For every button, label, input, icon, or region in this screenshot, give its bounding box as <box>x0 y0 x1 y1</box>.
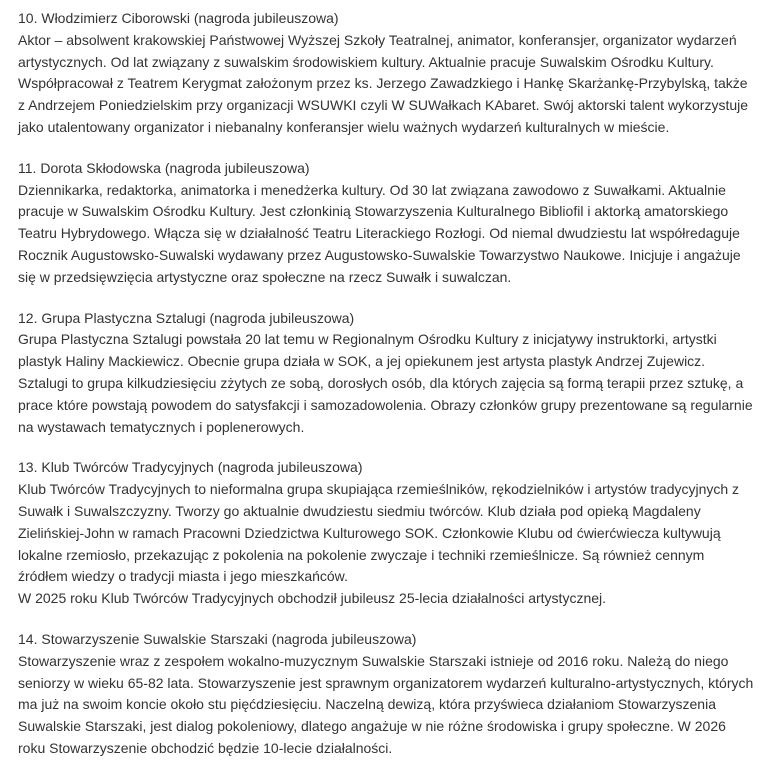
entry-title: Klub Twórców Tradycyjnych (nagroda jubileuszowa) <box>41 459 363 476</box>
text-line: prace które powstają powodem do satysfakcji i samozadowolenia. Obrazy członków grupy prezentowane są regularnie <box>18 396 753 413</box>
text-line: roku Stowarzyszenie obchodzić będzie 10-lecie działalności. <box>18 739 393 756</box>
text-line: Teatru Hybrydowego. Włącza się w działalność Teatru Literackiego Rozłogi. Od niemal dwudziestu lat współredaguje <box>18 225 740 242</box>
entry-number: 10. <box>18 10 38 26</box>
text-line: Klub Twórców Tradycyjnych to nieformalna grupa skupiająca rzemieślników, rękodzielników i artystów tradycyjnych z <box>18 481 740 498</box>
entry-number: 12. <box>18 309 38 326</box>
entry-description <box>18 329 757 438</box>
entry-description <box>18 180 757 289</box>
entry-heading <box>18 457 757 479</box>
entry-number: 13. <box>18 459 38 476</box>
text-line: W 2025 roku Klub Twórców Tradycyjnych obchodził jubileusz 25-lecia działalności artystycznej. <box>18 590 607 607</box>
text-line: Zielińskiej-John w ramach Pracowni Dziedzictwa Kulturowego SOK. Członkowie Klubu od ćwierćwiecza kultywują <box>18 524 721 541</box>
text-line: Grupa Plastyczna Sztalugi powstała 20 lat temu w Regionalnym Ośrodku Kultury z inicjatywy instruktorki, artystki <box>18 331 717 348</box>
entry-14 <box>18 629 757 760</box>
text-line: pracuje w Suwalskim Ośrodku Kultury. Jest członkinią Stowarzyszenia Kulturalnego Bibliofil i aktorką amatorskiego <box>18 203 729 220</box>
text-line: Dziennikarka, redaktorka, animatorka i menedżerka kultury. Od 30 lat związana zawodowo z Suwałkami. Aktualnie <box>18 181 726 198</box>
entry-13 <box>18 457 757 610</box>
entry-number: 14. <box>18 630 38 647</box>
entry-heading <box>18 8 757 30</box>
entry-description <box>18 651 757 760</box>
entry-heading <box>18 629 757 651</box>
entry-description <box>18 30 757 139</box>
text-line: Suwałk i Suwalszczyzny. Tworzy go aktualnie dwudziestu siedmiu twórców. Klub działa pod opieką Magdaleny <box>18 502 701 519</box>
entry-10 <box>18 8 757 139</box>
text-line: ma już na swoim koncie około stu pięćdziesięciu. Naczelną dewizą, która przyświeca działaniom Stowarzyszenia <box>18 696 716 713</box>
entry-description <box>18 479 757 610</box>
text-line: seniorzy w wieku 65-82 lata. Stowarzyszenie jest sprawnym organizatorem wydarzeń kulturalno-artystycznych, których <box>18 674 754 691</box>
text-line: Współpracował z Teatrem Kerygmat założonym przez ks. Jerzego Zawadzkiego i Hankę Skarżankę-Przybylską, także <box>18 75 748 92</box>
entry-number: 11. <box>18 159 37 176</box>
text-line: Stowarzyszenie wraz z zespołem wokalno-muzycznym Suwalskie Starszaki istnieje od 2016 roku. Należą do niego <box>18 652 729 669</box>
text-line: na wystawach tematycznych i poplenerowych. <box>18 418 305 435</box>
entry-heading <box>18 308 757 330</box>
text-line: z Andrzejem Poniedzielskim przy organizacji WSUWKI czyli W SUWałkach KAbaret. Swój aktorski talent wykorzystuje <box>18 97 749 114</box>
entry-title: Dorota Skłodowska (nagroda jubileuszowa) <box>40 159 310 176</box>
text-line: się w przedsięwzięcia artystyczne oraz społeczne na rzecz Suwałk i suwalczan. <box>18 268 512 285</box>
text-line: lokalne rzemiosło, przekazując z pokolenia na pokolenie zwyczaje i techniki rzemieślnicze. Są również cennym <box>18 546 705 563</box>
text-line: artystycznych. Od lat związany z suwalskim środowiskiem kultury. Aktualnie pracuje Suwalskim Ośrodku Kultury. <box>18 53 714 70</box>
entry-heading <box>18 158 757 180</box>
text-line: Aktor – absolwent krakowskiej Państwowej Wyższej Szkoły Teatralnej, animator, konferansjer, organizator wydarzeń <box>18 31 737 48</box>
text-line: źródłem wiedzy o tradycji miasta i jego mieszkańców. <box>18 568 348 585</box>
entry-title: Grupa Plastyczna Sztalugi (nagroda jubileuszowa) <box>41 309 355 326</box>
entry-12 <box>18 308 757 439</box>
text-line: Rocznik Augustowsko-Suwalski wydawany przez Augustowsko-Suwalskie Towarzystwo Naukowe. Inicjuje i angażuje <box>18 246 741 263</box>
entry-title: Stowarzyszenie Suwalskie Starszaki (nagroda jubileuszowa) <box>41 630 417 647</box>
entry-11 <box>18 158 757 289</box>
entry-title: Włodzimierz Ciborowski (nagroda jubileuszowa) <box>41 10 339 26</box>
text-line: plastyk Haliny Mackiewicz. Obecnie grupa działa w SOK, a jej opiekunem jest artysta plastyk Andrzej Zujewicz. <box>18 353 706 370</box>
text-line: Suwalskie Starszaki, jest dialog pokoleniowy, dlatego angażuje w nie różne środowiska i grupy społeczne. W 2026 <box>18 718 726 735</box>
text-line: jako utalentowany organizator i niebanalny konferansjer wielu ważnych wydarzeń kulturalnych w mieście. <box>18 118 670 135</box>
text-line: Sztalugi to grupa kilkudziesięciu zżytych ze sobą, dorosłych osób, dla których zajęcia są formą terapii przez sztukę, a <box>18 374 744 391</box>
